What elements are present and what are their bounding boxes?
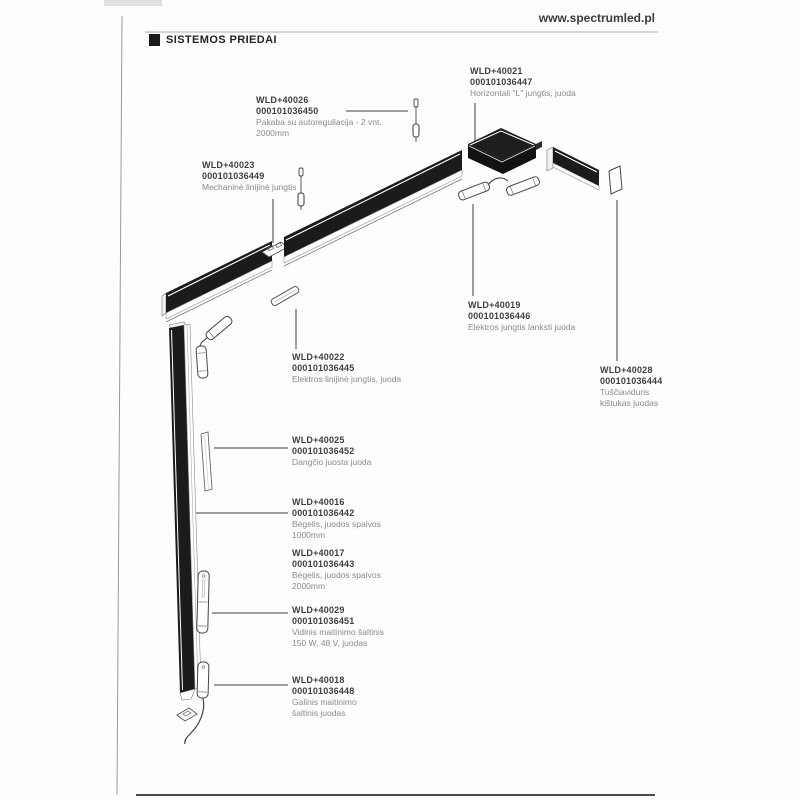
part-sku: 000101036443 bbox=[292, 559, 355, 569]
part-sku: 000101036447 bbox=[470, 77, 533, 87]
part-label-wld-40016 bbox=[292, 497, 381, 541]
part-code: WLD+40028 bbox=[600, 365, 653, 375]
part-sku: 000101036445 bbox=[292, 363, 355, 373]
page-border-left bbox=[117, 16, 122, 795]
part-label-wld-40023 bbox=[202, 160, 297, 193]
part-label-wld-40028 bbox=[600, 365, 662, 409]
part-label-wld-40025 bbox=[292, 435, 371, 468]
part-desc: 1000mm bbox=[292, 530, 326, 540]
part-desc: Mechaninė linijinė jungtis bbox=[202, 182, 297, 192]
part-desc: 150 W, 48 V, juodas bbox=[292, 638, 368, 648]
part-code: WLD+40017 bbox=[292, 548, 345, 558]
electric-linear-connector-part bbox=[270, 285, 299, 306]
part-desc: Pakaba su autoreguliacija - 2 vnt. bbox=[256, 117, 382, 127]
part-code: WLD+40029 bbox=[292, 605, 345, 615]
internal-power-supply-part bbox=[197, 571, 210, 633]
part-label-wld-40029 bbox=[292, 605, 384, 649]
part-sku: 000101036452 bbox=[292, 446, 355, 456]
part-code: WLD+40018 bbox=[292, 675, 345, 685]
part-sku: 000101036442 bbox=[292, 508, 355, 518]
part-code: WLD+40021 bbox=[470, 66, 523, 76]
part-label-wld-40021 bbox=[470, 66, 576, 99]
part-desc: 2000mm bbox=[256, 128, 290, 138]
part-code: WLD+40026 bbox=[256, 95, 309, 105]
part-sku: 000101036449 bbox=[202, 171, 265, 181]
vertical-rail-part bbox=[169, 322, 201, 700]
part-desc: Elektros linijinė jungtis, juoda bbox=[292, 374, 402, 384]
part-sku: 000101036444 bbox=[600, 376, 663, 386]
part-desc: Dangčio juosta juoda bbox=[292, 457, 372, 467]
flex-cable bbox=[488, 178, 508, 185]
cover-strip-part bbox=[201, 432, 212, 491]
part-sku: 000101036450 bbox=[256, 106, 319, 116]
power-plug-part bbox=[177, 708, 197, 721]
part-desc: Vidinis maitinimo šaltinis bbox=[292, 627, 384, 637]
part-code: WLD+40022 bbox=[292, 352, 345, 362]
part-label-wld-40019 bbox=[468, 300, 575, 333]
part-code: WLD+40023 bbox=[202, 160, 255, 170]
part-label-wld-40022 bbox=[292, 352, 401, 385]
part-code: WLD+40016 bbox=[292, 497, 345, 507]
part-code: WLD+40019 bbox=[468, 300, 521, 310]
part-desc: 2000mm bbox=[292, 581, 326, 591]
part-desc: kištukas juodas bbox=[600, 398, 659, 408]
end-power-supply-part bbox=[197, 662, 209, 698]
main-rail-segment-1 bbox=[162, 241, 272, 322]
main-rail-segment-2 bbox=[284, 150, 462, 266]
part-desc: Bėgelis, juodos spalvos bbox=[292, 570, 381, 580]
flexible-electric-connector-part bbox=[457, 176, 540, 201]
part-desc: Galinis maitinimo bbox=[292, 697, 357, 707]
power-cable bbox=[185, 698, 204, 744]
part-label-wld-40018 bbox=[292, 675, 357, 719]
l-corner-connector-part bbox=[468, 128, 542, 174]
part-desc: šaltinis juodas bbox=[292, 708, 346, 718]
part-label-wld-40017 bbox=[292, 548, 381, 592]
part-code: WLD+40025 bbox=[292, 435, 345, 445]
part-label-wld-40026 bbox=[256, 95, 382, 139]
hollow-end-plug-part bbox=[609, 166, 622, 194]
part-desc: Horizontali "L" jungtis, juoda bbox=[470, 88, 576, 98]
suspension-kit-part-1 bbox=[413, 99, 419, 142]
part-desc: Tuščiaviduris bbox=[600, 387, 650, 397]
part-sku: 000101036448 bbox=[292, 686, 355, 696]
suspension-kit-part-2 bbox=[298, 168, 304, 210]
section-title: SISTEMOS PRIEDAI bbox=[166, 34, 277, 46]
part-sku: 000101036451 bbox=[292, 616, 355, 626]
part-desc: Elektros jungtis lanksti juoda bbox=[468, 322, 576, 332]
part-desc: Bėgelis, juodos spalvos bbox=[292, 519, 381, 529]
part-sku: 000101036446 bbox=[468, 311, 531, 321]
site-url: www.spectrumled.pl bbox=[538, 11, 655, 25]
short-rail-piece bbox=[547, 147, 599, 190]
electric-feed-connector-part bbox=[196, 315, 233, 378]
